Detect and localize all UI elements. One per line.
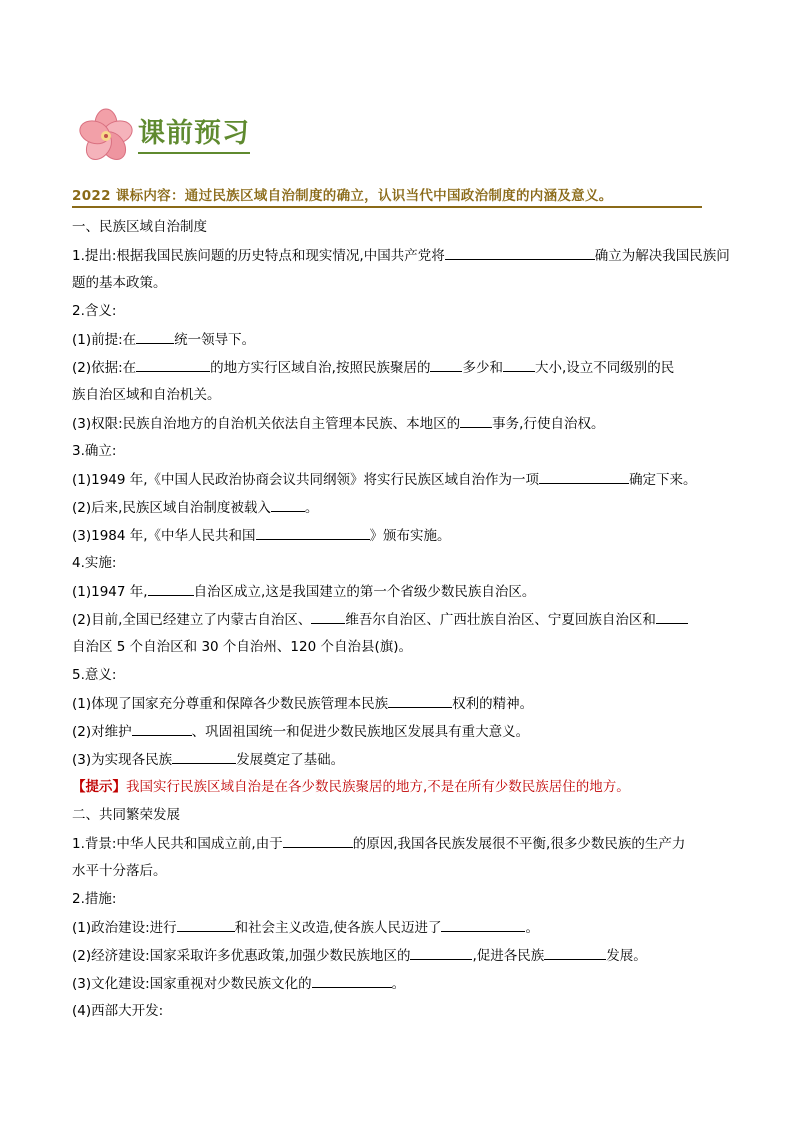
fill-blank[interactable] <box>136 359 210 372</box>
fill-blank[interactable] <box>503 359 535 372</box>
item-2-3: (3)权限:民族自治地方的自治机关依法自主管理本民族、本地区的 事务,行使自治权。 <box>72 416 605 432</box>
item-2-meaning: 2.含义: <box>72 303 117 319</box>
section-heading-2: 二、共同繁荣发展 <box>72 807 180 823</box>
item-1-proposal: 1.提出:根据我国民族问题的历史特点和现实情况,中国共产党将 确立为解决我国民族问 <box>72 248 730 264</box>
item-4-implement: 4.实施: <box>72 555 117 571</box>
fill-blank[interactable] <box>132 723 192 736</box>
item-4-2: (2)目前,全国已经建立了内蒙古自治区、 维吾尔自治区、广西壮族自治区、宁夏回族自治区和 <box>72 611 688 628</box>
fill-blank[interactable] <box>441 919 525 932</box>
fill-blank[interactable] <box>136 331 174 344</box>
item-2-2: (2)依据:在 的地方实行区域自治,按照民族聚居的 多少和 大小,设立不同级别的民 <box>72 360 675 376</box>
section-heading-1: 一、民族区域自治制度 <box>72 219 207 235</box>
item-3-3: (3)1984 年,《中华人民共和国 》颁布实施。 <box>72 528 451 544</box>
item-4-2-cont: 自治区 5 个自治区和 30 个自治州、120 个自治县(旗)。 <box>72 639 413 655</box>
fill-blank[interactable] <box>148 583 194 596</box>
item-5-2: (2)对维护 、巩固祖国统一和促进少数民族地区发展具有重大意义。 <box>72 724 530 740</box>
fill-blank[interactable] <box>283 835 353 848</box>
hint: 【提示】我国实行民族区域自治是在各少数民族聚居的地方,不是在所有少数民族居住的地方。 <box>72 779 630 795</box>
fill-blank[interactable] <box>656 611 688 624</box>
fill-blank[interactable] <box>539 471 629 484</box>
item-1-proposal-cont: 题的基本政策。 <box>72 275 167 291</box>
s2-item-2: 2.措施: <box>72 891 117 907</box>
fill-blank[interactable] <box>177 919 235 932</box>
item-3-establish: 3.确立: <box>72 443 117 459</box>
s2-item-1: 1.背景:中华人民共和国成立前,由于 的原因,我国各民族发展很不平衡,很多少数民族的生产力 <box>72 836 686 852</box>
fill-blank[interactable] <box>445 247 595 260</box>
fill-blank[interactable] <box>256 527 370 540</box>
item-2-2-cont: 族自治区域和自治机关。 <box>72 387 221 403</box>
fill-blank[interactable] <box>271 499 305 512</box>
s2-item-2-2: (2)经济建设:国家采取许多优惠政策,加强少数民族地区的 ,促进各民族 发展。 <box>72 948 647 964</box>
s2-item-1-cont: 水平十分落后。 <box>72 863 167 879</box>
item-3-1: (1)1949 年,《中国人民政治协商会议共同纲领》将实行民族区域自治作为一项 确定下来。 <box>72 472 697 488</box>
curriculum-standard: 2022 课标内容：通过民族区域自治制度的确立，认识当代中国政治制度的内涵及意义。 <box>72 184 702 208</box>
item-2-1: (1)前提:在 统一领导下。 <box>72 332 256 348</box>
page-title: 课前预习 <box>138 118 250 154</box>
fill-blank[interactable] <box>544 947 606 960</box>
fill-blank[interactable] <box>460 415 492 428</box>
s2-item-2-4: (4)西部大开发: <box>72 1003 164 1019</box>
item-3-2: (2)后来,民族区域自治制度被载入 。 <box>72 500 319 516</box>
fill-blank[interactable] <box>172 751 236 764</box>
s2-item-2-1: (1)政治建设:进行 和社会主义改造,使各族人民迈进了 。 <box>72 920 539 936</box>
fill-blank[interactable] <box>312 975 392 988</box>
sakura-flower-icon <box>76 108 136 164</box>
item-4-1: (1)1947 年, 自治区成立,这是我国建立的第一个省级少数民族自治区。 <box>72 584 536 600</box>
fill-blank[interactable] <box>430 359 462 372</box>
fill-blank[interactable] <box>388 695 452 708</box>
fill-blank[interactable] <box>311 611 345 624</box>
s2-item-2-3: (3)文化建设:国家重视对少数民族文化的 。 <box>72 976 406 992</box>
item-5-significance: 5.意义: <box>72 667 117 683</box>
item-5-1: (1)体现了国家充分尊重和保障各少数民族管理本民族 权利的精神。 <box>72 696 534 712</box>
section-header <box>76 108 250 164</box>
item-5-3: (3)为实现各民族 发展奠定了基础。 <box>72 752 345 768</box>
fill-blank[interactable] <box>410 947 472 960</box>
